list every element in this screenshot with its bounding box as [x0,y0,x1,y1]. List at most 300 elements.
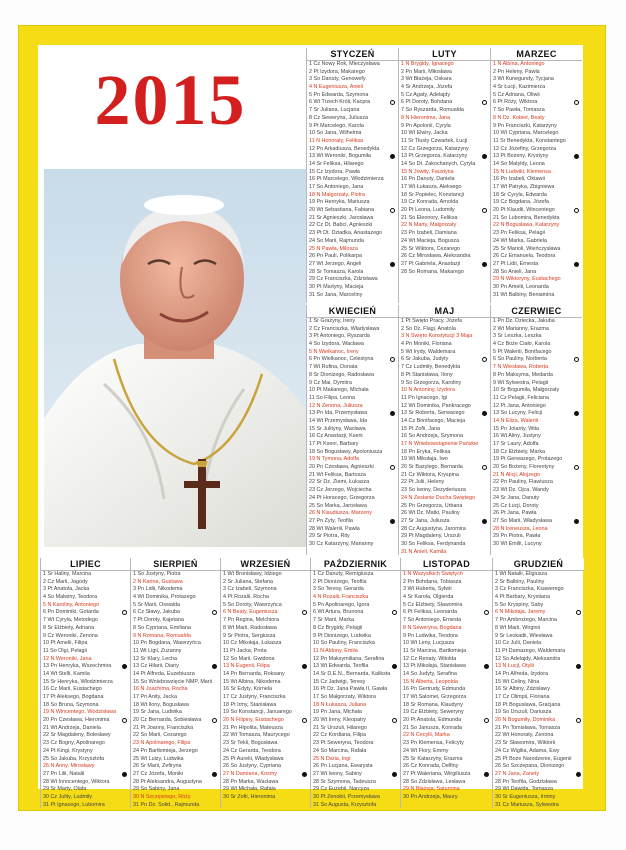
day-entry: 24 Wt Flory, Emmy [403,747,449,754]
day-entry: 18 Śr Cyryla, Edwarda [493,191,547,198]
day-entry: 20 So Bożeny, Florentyny [491,464,582,472]
day-entry: 26 Pn Pauli, Polikarpa [309,253,363,260]
moon-phase-icon [392,772,397,777]
day-entry: 27 Cz Józefa, Moniki [131,771,220,779]
month-maj [398,305,490,555]
moon-phase-icon [482,154,487,159]
day-list [493,571,584,808]
day-entry: 23 Pn Izabeli, Damiana [401,230,457,237]
day-entry: 27 Wt Jerzego, Angeli [307,261,398,269]
day-entry: 9 Pn Franciszki, Katarzyny [493,122,557,129]
day-entry: 16 Pt Dz. Jana Pawła II, Gawła [313,686,388,693]
day-entry: 27 N Jana, Żanety [493,771,584,779]
day-entry: 31 Pn Dz. Solid., Rajmunda [133,801,200,808]
moon-phase-icon [390,357,395,362]
day-entry: 7 Śr Juliana, Lucjana [309,107,360,114]
month-title: LISTOPAD [401,558,492,571]
day-entry: 23 Śr Sławomira, Wiktorii [495,740,556,747]
moon-phase-icon [390,208,395,213]
day-entry: 29 Pt Magdaleny, Urszuli [401,533,461,540]
moon-phase-icon [392,610,397,615]
day-entry: 6 Wt Trzech Króli, Kacpra [307,99,398,107]
day-entry: 19 Pn Henryka, Mariusza [309,199,370,206]
day-list [41,571,130,808]
day-entry: 29 Śr Piotra, Rity [309,533,350,540]
day-entry: 17 N Wniebowstąpienie Pańskie [401,441,479,447]
month-kwiecień [306,305,398,555]
day-entry: 18 Śr Popielec, Konstancji [401,191,464,198]
day-entry: 26 So Justyny, Cypriana [223,763,282,770]
day-entry: 24 Cz Wigilia, Adama, Ewy [495,747,560,754]
day-entry: 2 Pn Bohdana, Tobiasza [403,578,462,585]
day-entry: 12 Pn Arkadiusza, Benedykta [309,145,380,152]
day-entry: 11 Pt Damazego, Waldemara [495,647,566,654]
day-entry: 28 Śr Tomasza, Karola [309,268,364,275]
day-entry: 11 Śr Benedykta, Konstantego [493,137,566,144]
day-entry: 4 So Malwiny, Teodora [43,594,98,601]
moon-phase-icon [212,772,217,777]
day-entry: 27 Pt Waleriana, Wirgiliusza [401,771,492,779]
day-entry: 30 Pn Andrzeja, Maury [403,793,458,800]
day-entry: 22 Wt Tomasza, Maurycego [223,732,290,739]
day-entry: 22 So Marii, Cezarego [133,732,187,739]
day-entry: 14 Śr Feliksa, Hilarego [309,160,364,167]
day-entry: 13 N Eugenii, Filipa [221,663,310,671]
month-title: LUTY [399,48,490,61]
day-entry: 25 Wt Luizy, Ludwika [133,755,184,762]
day-entry: 11 Śr Marcina, Bartłomieja [403,647,467,654]
day-entry: 5 So Kryspiny, Saby [495,601,544,608]
day-entry: 21 Śr Agnieszki, Jarosława [309,214,374,221]
day-entry: 17 Wt Patryka, Zbigniewa [493,184,555,190]
day-entry: 5 Pn Apolinarego, Igora [313,601,370,608]
day-entry: 30 Śr Zofii, Hieronima [223,793,276,800]
day-entry: 6 Pn Dominiki, Gotarda [41,609,130,617]
month-title: WRZESIEŃ [221,558,310,571]
day-entry: 6 Pt Feliksa, Leonarda [401,609,492,617]
day-entry: 27 Pt Lidii, Ernesta [491,261,582,269]
month-title: STYCZEŃ [307,48,398,61]
day-entry: 8 Pn Maksyma, Medarda [493,371,553,378]
day-entry: 10 So Jana, Wilhelma [309,130,362,137]
day-entry: 27 Pt Gabriela, Anastazji [399,261,490,269]
moon-phase-icon [122,610,127,615]
day-entry: 24 Pn Bartłomieja, Jerzego [133,747,198,754]
day-entry: 17 So Małgorzaty, Wiktora [313,694,376,700]
day-entry: 5 Wt Irydy, Waldemara [401,348,456,355]
day-entry: 25 So Jakuba, Krzysztofa [43,755,105,762]
day-entry: 18 N Małgorzaty, Piotra [309,191,365,198]
day-entry: 2 Pt Dionizego, Teofila [313,578,367,585]
day-entry: 14 Pn Bernarda, Roksany [223,670,285,677]
day-entry: 4 Śr Łucji, Kazimierza [493,84,546,91]
day-entry: 4 N Eugeniusza, Anieli [309,84,363,91]
moon-phase-icon [484,664,489,669]
day-entry: 10 Pn Bogdana, Wawrzyńca [133,640,201,647]
day-entry: 10 Śr Bogumiła, Małgorzaty [493,387,560,394]
day-entry: 1 Cz Danuty, Remigiusza [313,571,374,577]
day-entry: 6 Wt Artura, Brunona [311,609,400,617]
day-entry: 7 So Pawła, Tomasza [493,107,545,114]
day-entry: 28 N Ireneusza, Leona [493,525,548,532]
day-entry: 2 Pn Marii, Miłosława [401,68,452,75]
day-entry: 1 So Justyny, Piotra [133,571,181,577]
day-entry: 19 Pt Gerwazego, Protazego [493,456,563,463]
day-entry: 14 So Judyty, Serafina [403,670,457,677]
day-entry: 10 N Antoniny, Izydora [401,387,455,394]
moon-phase-icon [390,465,395,470]
month-lipiec [40,558,130,808]
day-entry: 22 Śr Magdaleny, Bolesławy [43,732,111,739]
day-entry: 23 Wt Dz. Ojca, Wandy [493,487,549,494]
day-entry: 24 So Marii, Rajmunda [309,237,364,244]
day-entry: 22 N Bogusława, Katarzyny [493,222,560,229]
day-entry: 12 Wt Dominika, Pankracego [401,402,471,409]
moon-phase-icon [302,772,307,777]
day-entry: 28 Pn Teofila, Godzisława [495,778,557,785]
day-entry: 7 Wt Cyryla, Metodego [43,617,98,624]
day-entry: 23 Pt Seweryna, Teodora [313,740,374,747]
day-entry: 18 N Łukasza, Juliana [313,701,367,708]
day-entry: 5 Śr Marii, Oswalda [133,601,181,608]
day-entry: 2 Śr Balbiny, Pauliny [495,578,545,585]
day-entry: 17 Wt Salomei, Grzegorza [403,694,467,700]
day-entry: 15 So Wniebowzięcie NMP, Marii [133,678,212,685]
day-entry: 13 Pt Bożeny, Krystyny [491,153,582,161]
day-entry: 13 Pn Henryka, Wszechmira [41,663,130,671]
day-entry: 23 Cz Jerzego, Wojciecha [309,487,372,494]
day-entry: 26 Wt Dz. Matki, Pauliny [401,510,460,517]
moon-phase-icon [576,664,581,669]
day-entry: 28 Pt Aleksandra, Augustyna [133,778,202,785]
day-entry: 23 Pt Dt. Dziadka, Anastazego [309,230,383,237]
day-entry: 18 Śr Romana, Klaudyny [403,701,463,708]
day-entry: 5 Cz Elżbiety, Sławomira [403,601,463,608]
month-title: KWIECIEŃ [307,305,398,318]
day-entry: 23 Cz Bogny, Apolinarego [43,740,105,747]
day-entry: 8 N Hieronima, Jana [401,114,451,121]
day-entry: 8 Wt Marii, Wirginii [495,624,540,631]
day-entry: 16 Pn Gertrudy, Edmunda [403,686,466,693]
day-entry: 8 Cz Brygidy, Pelagii [313,624,363,631]
day-entry: 11 N Aldony, Emila [313,647,358,654]
day-entry: 20 Pn Czesława, Agnieszki [307,464,398,472]
day-entry: 8 Śr Dionizego, Radosława [309,371,375,378]
day-entry: 1 Cz Nowy Rok, Mieczysława [309,61,380,67]
day-entry: 17 Pt Aleksego, Bogdana [43,694,104,700]
day-entry: 15 Wt Albina, Nikodema [223,678,281,685]
day-entry: 13 So Lucyny, Felicji [491,410,582,418]
month-title: GRUDZIEŃ [493,558,584,571]
day-entry: 13 Pt Mikołaja, Stanisława [401,663,492,671]
day-entry: 20 Wt Sebastiana, Fabiana [307,207,398,215]
day-entry: 12 Cz Grzegorza, Katarzyny [401,145,469,152]
day-entry: 9 Śr Piotra, Sergiusza [223,632,276,639]
day-entry: 18 So Bogusławy, Apoloniusza [309,448,383,455]
day-entry: 10 Pt Amelii, Filipa [43,640,88,647]
day-entry: 13 N Łucji, Otylii [493,663,584,671]
day-entry: 8 Śr Elżbiety, Adriana [43,624,95,631]
day-entry: 17 So Antoniego, Jana [309,184,364,190]
day-entry: 25 Śr Katarzyny, Erazma [403,755,463,762]
moon-phase-icon [482,411,487,416]
day-entry: 25 Pn Grzegorza, Urbana [401,502,463,509]
moon-phase-icon [482,357,487,362]
day-entry: 28 Śr Szymona, Tadeusza [313,778,376,785]
day-entry: 19 Śr Jana, Ludwika [133,709,182,716]
day-entry: 29 Pn Piotra, Pawła [493,533,541,540]
moon-phase-icon [212,718,217,723]
day-entry: 21 So Janusza, Konrada [403,724,463,731]
day-entry: 2 Cz Franciszka, Władysława [309,325,380,332]
day-entry: 31 Wt Balbiny, Beniamina [493,291,555,298]
day-list [399,318,490,555]
day-entry: 4 Pt Rozalii, Rocha [223,594,269,601]
day-entry: 2 Pt Izydora, Makarego [309,68,365,75]
day-list [311,571,400,808]
day-entry: 7 Pn Regina, Melchiora [223,617,280,624]
day-list [307,318,398,549]
moon-phase-icon [576,610,581,615]
day-entry: 21 Śr Urszuli, Hilarego [313,724,367,731]
day-entry: 7 Pt Doroty, Kajetana [133,617,184,624]
day-entry: 9 Pt Dionizego, Ludwika [313,632,371,639]
day-entry: 3 Wt Błażeja, Oskara [401,76,452,83]
moon-phase-icon [392,718,397,723]
moon-phase-icon [390,154,395,159]
day-entry: 7 Cz Ludmiły, Benedykta [401,364,461,371]
day-entry: 11 So Filipa, Leona [309,394,356,401]
day-entry: 7 Pn Ambrożego, Marcina [495,617,558,624]
day-entry: 31 N Anieli, Kamila [401,548,447,555]
moon-phase-icon [482,208,487,213]
calendar-year: 2015 [94,60,247,140]
month-grudzień [492,558,584,808]
day-entry: 25 Śr Wiktora, Cezarego [401,245,461,252]
day-entry: 2 N Karina, Gustawa [133,578,183,585]
moon-phase-icon [574,519,579,524]
day-entry: 20 Wt Ireny, Kleopatry [311,717,400,725]
day-entry: 18 Pt Bogusława, Gracjana [495,701,561,708]
day-entry: 29 Wt Michała, Rafała [223,786,276,793]
day-entry: 1 Śr Haliny, Marcina [43,571,92,577]
day-entry: 10 Cz Mikołaja, Łukasza [223,640,282,647]
day-entry: 2 Pn Heleny, Pawła [493,68,540,75]
day-entry: 3 Śr Leszka, Leszka [493,333,542,340]
day-entry: 21 Pn Hipolita, Mateusza [223,724,283,731]
month-title: MARZEC [491,48,582,61]
day-entry: 9 N Romana, Romualda [133,632,191,639]
day-entry: 1 Wt Natalii, Eligiusza [495,571,548,577]
day-entry: 12 Pt Jana, Antoniego [493,402,546,409]
day-entry: 24 Śr Jana, Danuty [493,494,540,501]
day-entry: 8 Cz Seweryna, Juliusza [309,114,369,121]
day-entry: 12 Cz Renaty, Witolda [403,655,457,662]
day-entry: 31 So Jana, Marceliny [309,291,363,298]
day-entry: 22 Cz Kordiana, Filipa [313,732,367,739]
day-entry: 16 Śr Albiny, Zdzisławy [495,686,551,693]
day-entry: 12 Pn Maksymiliana, Serafina [313,655,385,662]
day-entry: 25 Cz Łucji, Doroty [493,502,539,509]
day-entry: 15 N Alberta, Leopolda [403,678,458,685]
day-entry: 5 N Wielkanoc, Ireny [309,348,359,355]
day-entry: 1 N Brygidy, Ignacego [401,61,454,67]
day-entry: 15 N Jowity, Faustyna [401,168,454,175]
day-entry: 21 Wt Andrzeja, Daniela [43,724,101,731]
moon-phase-icon [302,718,307,723]
day-entry: 22 Cz Dt. Babci, Agnieszki [309,222,373,229]
day-entry: 20 Pt Leona, Ludomiły [399,207,490,215]
day-entry: 14 Śr D.E.N., Bernarda, Kaliksta [313,670,391,677]
day-entry: 17 Śr Laury, Adolfa [493,441,539,447]
day-entry: 14 Wt Przemysława, Ida [309,417,368,424]
day-entry: 26 So Szczepana, Dionizego [495,763,565,770]
day-entry: 2 Cz Marii, Jagody [43,578,88,585]
moon-phase-icon [482,465,487,470]
day-entry: 21 N Alicji, Alojzego [493,471,541,478]
day-entry: 12 N Weroniki, Jana [43,655,92,662]
moon-phase-icon [122,664,127,669]
day-entry: 7 So Antoniego, Ernesta [403,617,462,624]
day-entry: 27 N Damiana, Kosmy [221,771,310,779]
moon-phase-icon [484,772,489,777]
day-entry: 21 Wt Feliksa, Bartosza [309,471,366,478]
day-entry: 29 So Sabiny, Jana [133,786,180,793]
day-entry: 3 Wt Kunegundy, Tycjana [493,76,554,83]
day-entry: 24 Wt Macieja, Bogusza [401,237,460,244]
day-entry: 19 Cz Konrada, Arnolda [401,199,459,206]
day-entry: 29 Cz Franciszka, Zdzisława [309,276,378,283]
day-entry: 19 Wt Mikołaja, Iwo [401,456,448,463]
day-entry: 21 Cz Wiktora, Kryspina [401,471,459,478]
day-entry: 22 Pn Pauliny, Flawiusza [493,479,553,486]
day-entry: 21 So Lubomira, Benedykta [493,214,560,221]
day-entry: 30 Cz Katarzyny, Marianny [309,540,374,547]
day-entry: 29 Śr Marty, Olafa [43,786,87,793]
day-entry: 21 Pn Tomisława, Tomasza [495,724,561,731]
moon-phase-icon [122,718,127,723]
day-entry: 8 So Cypriana, Emiliana [133,624,191,631]
day-entry: 15 N Ludwiki, Klemensa [493,168,551,175]
day-entry: 5 Pn Edwarda, Szymona [309,91,369,98]
day-entry: 9 Cz Weroniki, Zenona [43,632,98,639]
day-entry: 24 Pt Horacego, Grzegorza [309,494,375,501]
day-entry: 9 Wt Sylwestra, Pelagii [493,379,549,386]
day-entry: 15 Cz Izydora, Pawła [309,168,360,175]
day-entry: 11 Pt Jacka, Prota [223,647,267,654]
day-entry: 12 N Zenona, Juliusza [309,402,363,409]
day-entry: 26 Pt Jana, Pawła [493,510,537,517]
day-entry: 26 Śr Marii, Zefiryna [133,763,182,770]
day-entry: 18 So Bruna, Szymona [43,701,99,708]
moon-phase-icon [390,100,395,105]
day-list [491,318,582,549]
moon-phase-icon [122,772,127,777]
day-entry: 19 Cz Bogdana, Józefa [493,199,550,206]
day-entry: 16 Śr Edyty, Kornela [223,686,273,693]
day-entry: 26 N Klaudiusza, Marzeny [309,510,372,517]
day-entry: 11 Pn Ignacego, Igi [401,394,448,401]
day-entry: 28 So Romana, Makarego [401,268,464,275]
day-entry: 31 Pt Ignacego, Lubomira [43,801,105,808]
day-entry: 20 Śr Bazylego, Bernarda [399,464,490,472]
day-entry: 15 Śr Julityny, Wacława [309,425,366,432]
day-entry: 10 Cz Julii, Daniela [495,640,542,647]
day-entry: 16 N Joachima, Rocha [133,686,188,693]
day-entry: 17 Pn Anity, Jacka [133,694,177,700]
day-entry: 3 Pt Antoniego, Ryszarda [309,333,370,340]
day-list [307,61,398,299]
day-entry: 28 Pn Marka, Wacława [223,778,279,785]
day-entry: 23 So Iwony, Dezyderiusza [401,487,466,494]
day-entry: 25 N Daria, Ingi [313,755,351,762]
day-entry: 19 So Konstancji, Januarego [223,709,292,716]
day-entry: 30 Pt Martyny, Macieja [309,283,364,290]
moon-phase-icon [574,208,579,213]
day-entry: 27 So Marii, Władysława [491,518,582,526]
day-entry: 9 Śr Leokadii, Wiesława [495,632,553,639]
moon-phase-icon [302,664,307,669]
day-entry: 6 Cz Sławy, Jakuba [131,609,220,617]
day-entry: 17 Wt Łukasza, Aleksego [401,184,462,190]
day-entry: 20 N Filipiny, Eustachego [221,717,310,725]
day-entry: 27 Pn Lilii, Natalii [41,771,130,779]
day-entry: 4 Śr Andrzeja, Józefa [401,84,453,91]
day-entry: 4 Pt Barbary, Krystiana [495,594,551,601]
day-entry: 16 Cz Marii, Eustachego [43,686,102,693]
day-entry: 28 Wt Innocentego, Wiktora [43,778,110,785]
day-entry: 22 Śr Dz. Ziemi, Łukasza [309,479,370,486]
day-entry: 15 Pt Zofii, Jana [401,425,440,432]
moon-phase-icon [302,610,307,615]
day-entry: 4 Wt Dominika, Protazego [133,594,196,601]
day-entry: 7 Śr Marii, Marka [313,617,355,624]
day-entry: 4 Śr Karola, Olgierda [403,594,454,601]
moon-phase-icon [482,262,487,267]
day-entry: 26 Cz Emanuela, Teodora [493,253,556,260]
day-entry: 8 N Seweryna, Bogdana [403,624,462,631]
moon-phase-icon [390,519,395,524]
day-entry: 30 So Feliksa, Ferdynanda [401,540,466,547]
day-entry: 25 Śr Marioli, Wieńczysława [493,245,561,252]
day-entry: 19 Pn Jana, Michała [313,709,362,716]
day-entry: 23 Pn Klemensa, Felicyty [403,740,464,747]
day-entry: 3 Pn Lidii, Nikodema [133,586,183,593]
day-entry: 12 Cz Józefiny, Grzegorza [493,145,557,152]
moon-phase-icon [574,100,579,105]
day-entry: 2 So Dz. Flagi, Anatola [401,325,456,332]
day-entry: 22 N Cecylii, Marka [403,732,450,739]
day-entry: 14 So Dt. Zakochanych, Cyryla [401,160,476,167]
day-entry: 17 Pt Kseni, Barbary [309,441,359,447]
day-entry: 3 Cz Franciszka, Ksawerego [495,586,564,593]
day-entry: 15 Śr Henryka, Włodzimierza [43,678,113,685]
day-entry: 1 Śr Grażyny, Ireny [309,318,356,324]
day-entry: 9 So Grzegorza, Karoliny [401,379,462,386]
day-entry: 25 So Marka, Jarosława [309,502,367,509]
day-entry: 30 Śr Eugeniusza, Irminy [495,793,556,800]
day-entry: 17 Cz Justyny, Franciszka [223,694,286,700]
day-entry: 25 Pt Aurelii, Władysława [223,755,284,762]
month-październik [310,558,400,808]
day-entry: 24 N Zesłanie Ducha Świętego [401,494,476,501]
day-entry: 10 So Pauliny, Franciszka [313,640,375,647]
day-entry: 29 N Błażeja, Saturnina [403,786,460,793]
day-entry: 19 N Tymona, Adolfa [309,456,359,463]
day-entry: 2 Śr Juliana, Stefana [223,578,274,585]
day-entry: 20 Pt Klaudii, Wincentego [491,207,582,215]
day-entry: 28 So Zdzisława, Lesława [403,778,466,785]
